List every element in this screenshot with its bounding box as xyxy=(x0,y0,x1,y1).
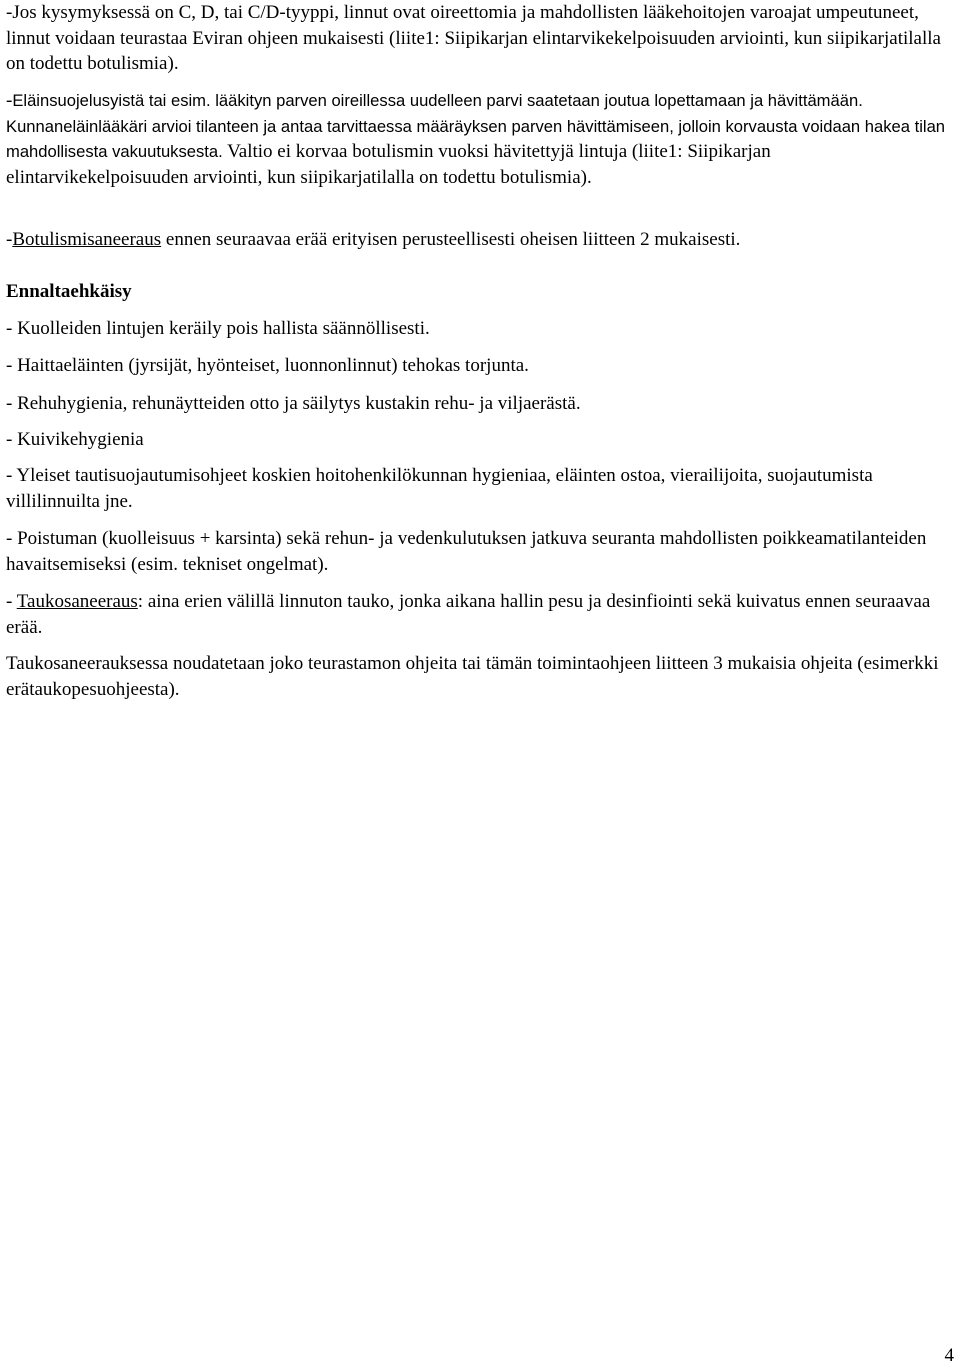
section-heading-prevention: Ennaltaehkäisy xyxy=(6,281,132,302)
paragraph-break-sanitation-instructions: Taukosaneerauksessa noudatetaan joko teurastamon ohjeita tai tämän toimintaohjeen liitteen 3 mukaisia ohjeita (esimerkki erätaukopesuohjeesta). xyxy=(6,653,939,700)
list-item: - Kuivikehygienia xyxy=(6,429,144,450)
botulism-sanitation-rest: ennen seuraavaa erää erityisen perusteellisesti oheisen liitteen 2 mukaisesti. xyxy=(161,229,741,250)
page-number: 4 xyxy=(944,1345,954,1366)
list-item: - Poistuman (kuolleisuus + karsinta) sekä rehun- ja vedenkulutuksen jatkuva seuranta mahdollisten poikkeamatilanteiden havaitsemiseksi (esim. tekniset ongelmat). xyxy=(6,528,927,575)
list-item-break-sanitation xyxy=(6,589,954,640)
list-item: - Rehuhygienia, rehunäytteiden otto ja säilytys kustakin rehu- ja viljaerästä. xyxy=(6,393,581,414)
list-item: - Haittaeläinten (jyrsijät, hyönteiset, luonnonlinnut) tehokas torjunta. xyxy=(6,355,529,376)
break-sanitation-term: Taukosaneeraus xyxy=(16,591,138,612)
dash-prefix: - xyxy=(6,229,13,250)
list-item: - Kuolleiden lintujen keräily pois hallista säännöllisesti. xyxy=(6,318,430,339)
botulism-sanitation-term: Botulismisaneeraus xyxy=(12,229,162,250)
dash-prefix: - xyxy=(6,591,17,612)
paragraph-slaughter-guidance: -Jos kysymyksessä on C, D, tai C/D-tyyppi, linnut ovat oireettomia ja mahdollisten lääkehoitojen varoajat umpeutuneet, linnut voidaan teurastaa Eviran ohjeen mukaisesti (liite1: Siipikarjan elintarvikekelpoisuuden arviointi, kun siipikarjatilalla on todettu botulismia). xyxy=(6,2,941,74)
paragraph-destruction-serif-text: Valtio ei korvaa botulismin vuoksi hävitettyjä lintuja (liite1: Siipikarjan elintarvikekelpoisuuden arviointi, kun siipikarjatilalla on todettu botulismia). xyxy=(6,141,771,188)
paragraph-destruction-sans-text: Eläinsuojelusyistä tai esim. lääkityn parven oireillessa uudelleen parvi saatetaan joutua lopettamaan ja hävittämään. Kunnaneläinlääkäri arvioi tilanteen ja antaa tarvittaessa määräyksen parven hävittämiseen, jolloin korvausta voidaan hakea tilan mahdollisesta vakuutuksesta. xyxy=(6,91,946,161)
dash-prefix: - xyxy=(6,90,13,111)
break-sanitation-rest: : aina erien välillä linnuton tauko, jonka aikana hallin pesu ja desinfiointi sekä kuivatus ennen seuraavaa erää. xyxy=(6,591,931,638)
paragraph-destruction xyxy=(6,88,954,190)
list-item: - Yleiset tautisuojautumisohjeet koskien hoitohenkilökunnan hygieniaa, eläinten ostoa, vierailijoita, suojautumista villilinnuilta jne. xyxy=(6,465,873,512)
paragraph-botulism-sanitation xyxy=(6,227,954,253)
